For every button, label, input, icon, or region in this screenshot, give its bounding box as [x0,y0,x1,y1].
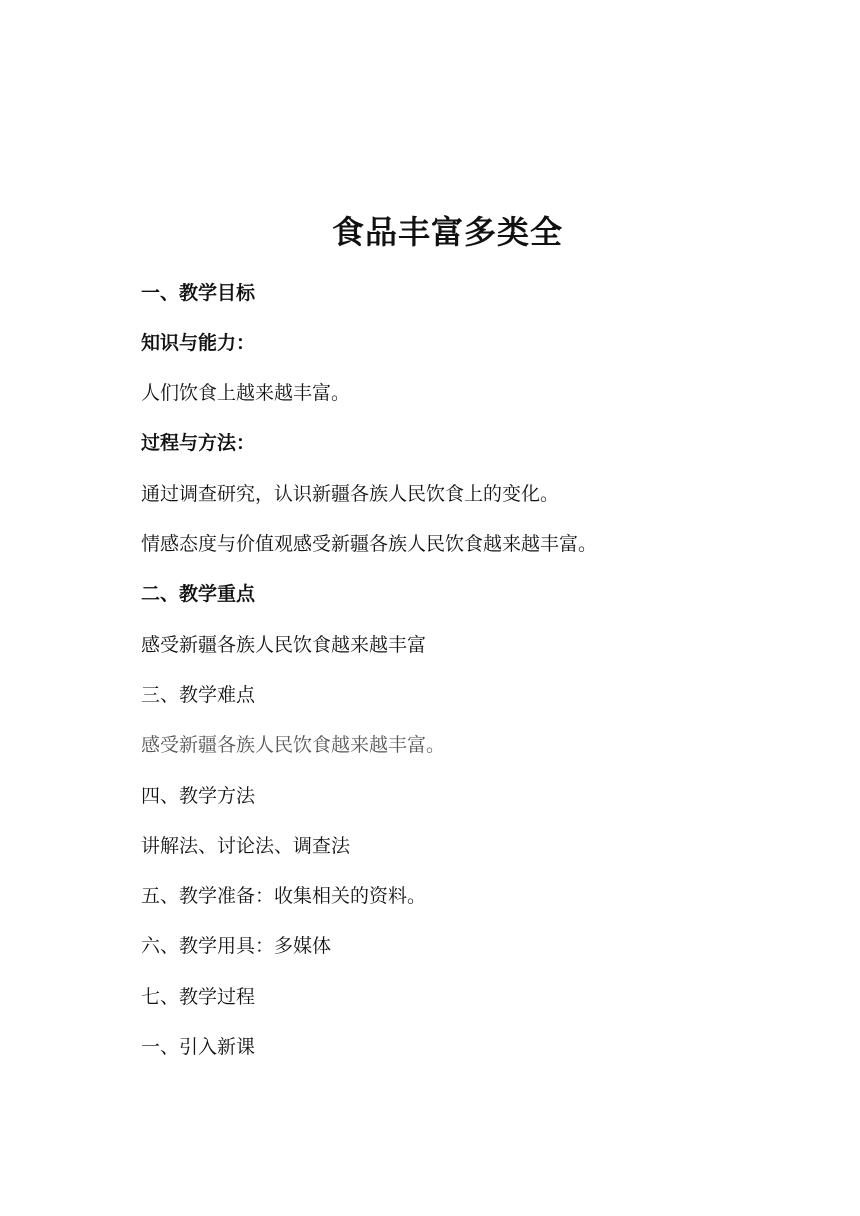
paragraph-key-points: 感受新疆各族人民饮食越来越丰富 [141,634,427,656]
document-title: 食品丰富多类全 [331,213,563,251]
section-heading-teaching-goals: 一、教学目标 [141,282,256,304]
section-heading-methods: 四、教学方法 [141,785,256,807]
paragraph-knowledge: 人们饮食上越来越丰富。 [141,382,351,404]
subsection-heading-introduction: 一、引入新课 [141,1036,256,1058]
section-heading-difficulties: 三、教学难点 [141,684,256,706]
section-heading-preparation: 五、教学准备：收集相关的资料。 [141,885,427,907]
section-heading-key-points: 二、教学重点 [141,583,256,605]
section-heading-tools: 六、教学用具：多媒体 [141,935,332,957]
paragraph-difficulties: 感受新疆各族人民饮食越来越丰富。 [141,734,446,756]
section-heading-process: 七、教学过程 [141,986,256,1008]
paragraph-process: 通过调查研究，认识新疆各族人民饮食上的变化。 [141,483,560,505]
paragraph-emotion-values: 情感态度与价值观感受新疆各族人民饮食越来越丰富。 [141,533,598,555]
subheading-knowledge-ability: 知识与能力： [141,332,256,354]
paragraph-methods: 讲解法、讨论法、调查法 [141,835,351,857]
subheading-process-method: 过程与方法： [141,432,256,454]
